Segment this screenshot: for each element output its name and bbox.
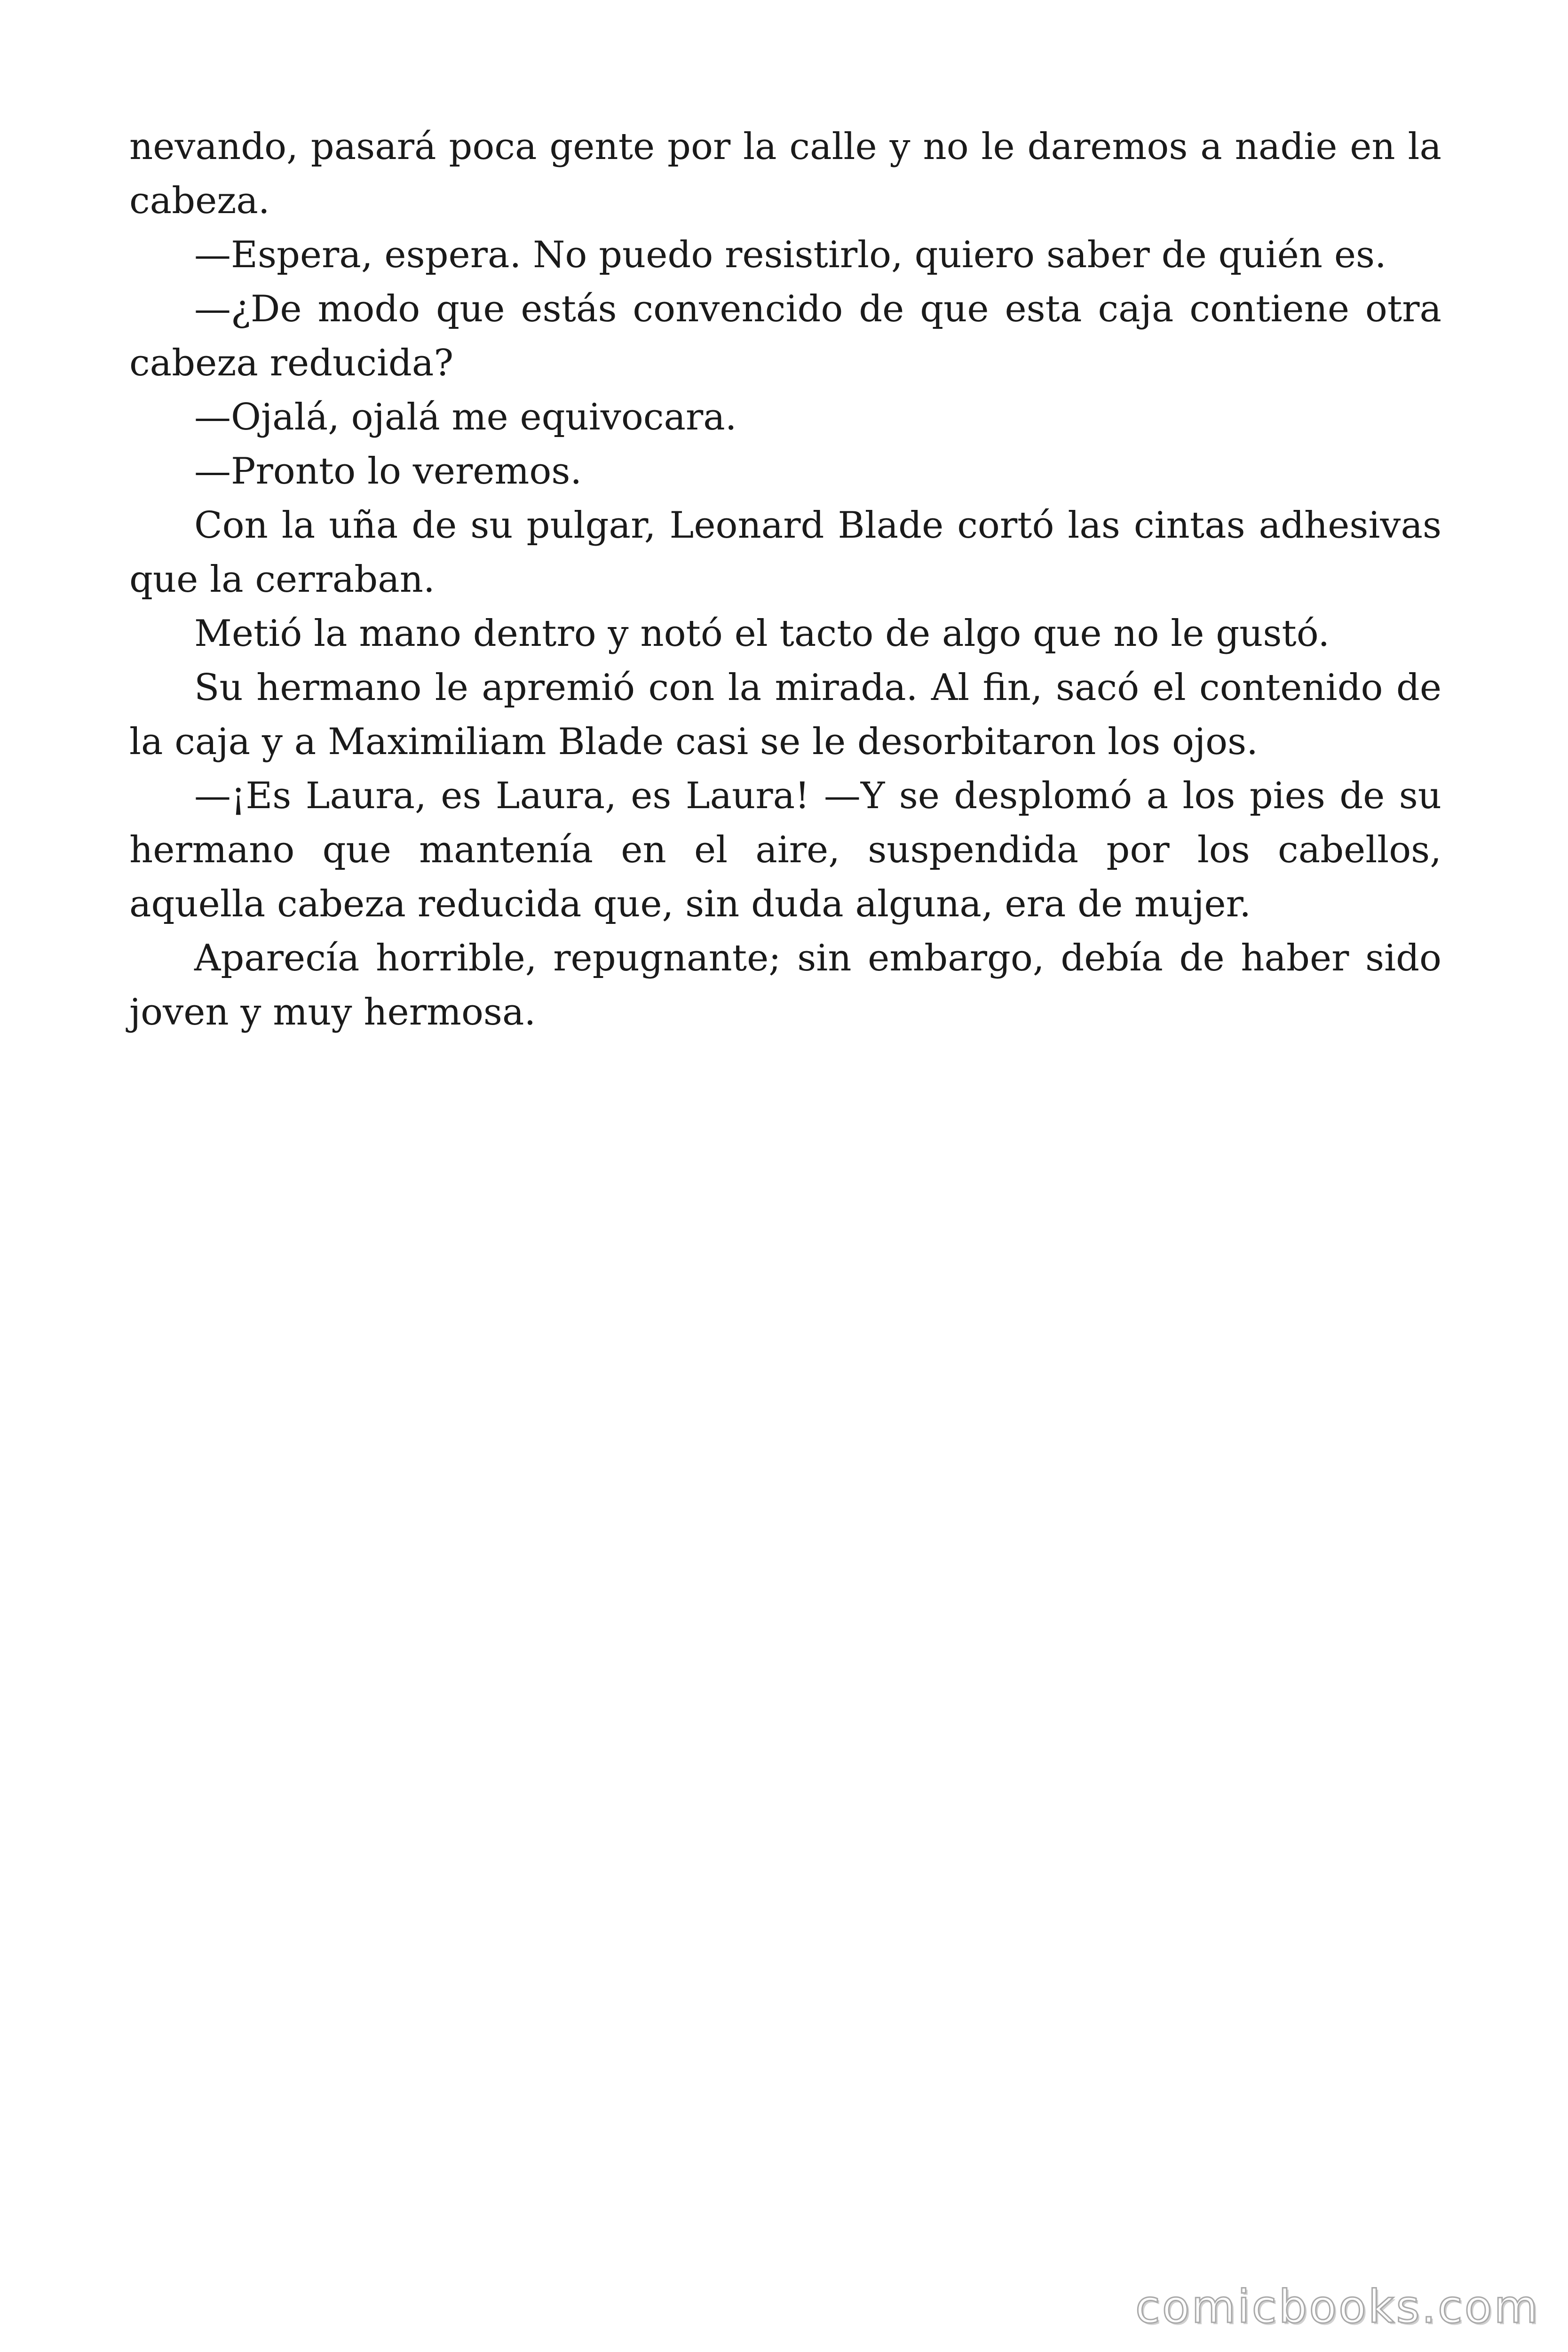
page-text — [129, 120, 1441, 1040]
paragraph: —Pronto lo veremos. — [194, 450, 582, 493]
paragraph: —¡Es Laura, es Laura, es Laura! —Y se desplomó a los pies de su hermano que mantenía en el aire, suspendida por los cabellos, aquella cabeza reducida que, sin duda alguna, era de mujer. — [129, 775, 1441, 925]
paragraph: Con la uña de su pulgar, Leonard Blade cortó las cintas adhesivas que la cerraban. — [129, 504, 1441, 601]
paragraph: Metió la mano dentro y notó el tacto de algo que no le gustó. — [194, 612, 1330, 655]
paragraph: nevando, pasará poca gente por la calle y no le daremos a nadie en la cabeza. — [129, 126, 1441, 222]
watermark: comicbooks.com — [1135, 2280, 1540, 2333]
paragraph: —Espera, espera. No puedo resistirlo, quiero saber de quién es. — [194, 234, 1386, 276]
paragraph: —¿De modo que estás convencido de que esta caja contiene otra cabeza reducida? — [129, 288, 1441, 384]
paragraph: —Ojalá, ojalá me equivocara. — [194, 396, 737, 438]
paragraph: Su hermano le apremió con la mirada. Al fin, sacó el contenido de la caja y a Maximiliam Blade casi se le desorbitaron los ojos. — [129, 667, 1441, 763]
paragraph: Aparecía horrible, repugnante; sin embargo, debía de haber sido joven y muy hermosa. — [129, 937, 1441, 1033]
